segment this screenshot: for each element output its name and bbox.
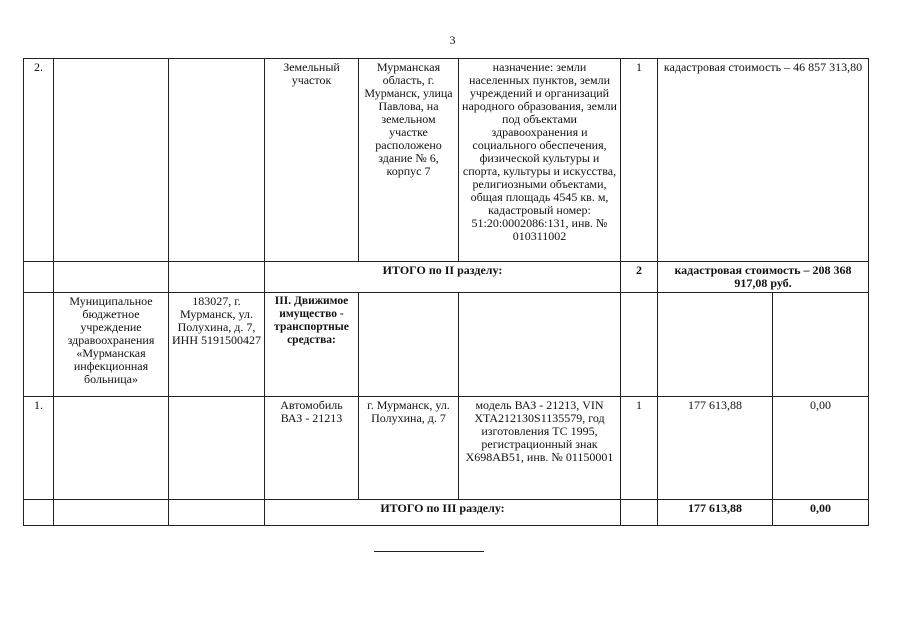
cell-empty [658, 293, 773, 397]
cell-empty [54, 262, 169, 293]
section-3-title: III. Движимое имущество - транспортные средства: [265, 293, 359, 397]
cell-holder-empty [54, 59, 169, 262]
cell-empty [24, 500, 54, 526]
cell-empty [169, 262, 265, 293]
cell-object-address: Мурманская область, г. Мурманск, улица Павлова, на земельном участке расположено здание № 6, корпус 7 [359, 59, 459, 262]
holder-name: Муниципальное бюджетное учреждение здравоохранения «Мурманская инфекционная больница» [54, 293, 169, 397]
table-row-total-3 [24, 500, 869, 526]
cell-book-value: 177 613,88 [658, 397, 773, 500]
total-2-qty: 2 [621, 262, 658, 293]
cell-num: 2. [24, 59, 54, 262]
cell-empty [24, 262, 54, 293]
total-2-label: ИТОГО по II разделу: [265, 262, 621, 293]
cell-value: кадастровая стоимость – 46 857 313,80 [658, 59, 869, 262]
cell-empty [169, 500, 265, 526]
property-table [23, 58, 869, 526]
total-2-value: кадастровая стоимость – 208 368 917,08 руб. [658, 262, 869, 293]
cell-empty [359, 293, 459, 397]
total-3-residual-value: 0,00 [773, 500, 869, 526]
table-row-land [24, 59, 869, 262]
cell-empty [621, 500, 658, 526]
cell-num: 1. [24, 397, 54, 500]
total-3-book-value: 177 613,88 [658, 500, 773, 526]
holder-address: 183027, г. Мурманск, ул. Полухина, д. 7, ИНН 5191500427 [169, 293, 265, 397]
cell-empty [54, 397, 169, 500]
cell-empty [24, 293, 54, 397]
table-row-total-2 [24, 262, 869, 293]
cell-empty [621, 293, 658, 397]
cell-qty: 1 [621, 59, 658, 262]
cell-empty [169, 397, 265, 500]
table-row-holder [24, 293, 869, 397]
cell-object-description: назначение: земли населенных пунктов, земли учреждений и организаций народного образования, земли под объектами здравоохранения и социального обеспечения, физической культуры и спорта, культуры и искусства, религиозными объектами, общая площадь 4545 кв. м, кадастровый номер: 51:20:0002086:131, инв. № 010311002 [459, 59, 621, 262]
cell-qty: 1 [621, 397, 658, 500]
cell-empty [773, 293, 869, 397]
cell-empty [459, 293, 621, 397]
cell-object-name: Автомобиль ВАЗ - 21213 [265, 397, 359, 500]
cell-object-name: Земельный участок [265, 59, 359, 262]
cell-residual-value: 0,00 [773, 397, 869, 500]
cell-holder-address-empty [169, 59, 265, 262]
page-number: 3 [449, 33, 456, 47]
total-3-label: ИТОГО по III разделу: [265, 500, 621, 526]
cell-object-address: г. Мурманск, ул. Полухина, д. 7 [359, 397, 459, 500]
cell-empty [54, 500, 169, 526]
cell-object-description: модель ВАЗ - 21213, VIN XTA212130S1135579, год изготовления ТС 1995, регистрационный знак Х698АВ51, инв. № 01150001 [459, 397, 621, 500]
closing-rule [374, 551, 484, 552]
table-row-car [24, 397, 869, 500]
